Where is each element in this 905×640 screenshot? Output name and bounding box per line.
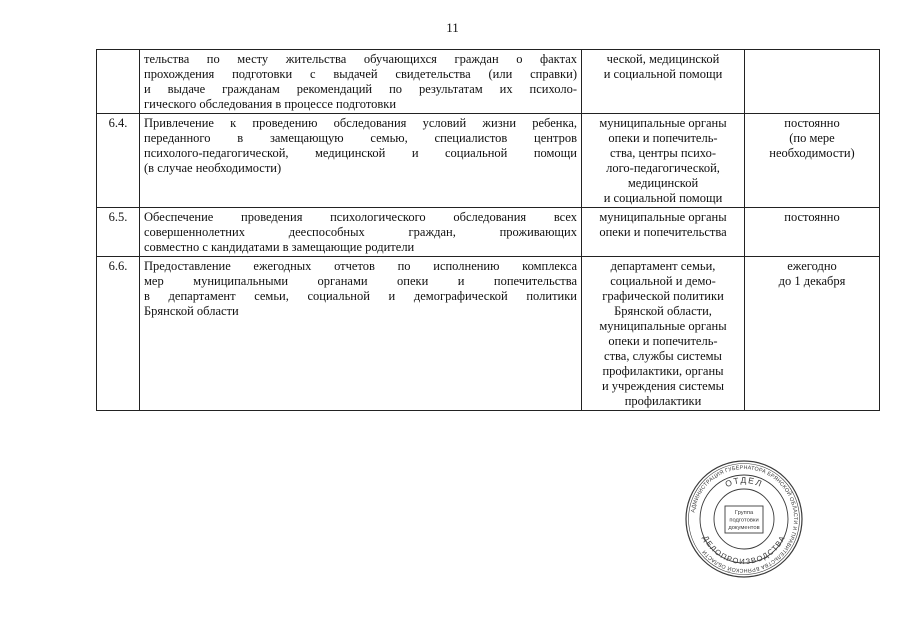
stamp-inner-top-text: ОТДЕЛ [723, 474, 765, 490]
term-text-line: необходимости) [769, 146, 855, 160]
action-text-line: в департамент семьи, социальной и демографической политики [144, 289, 577, 303]
action-cell [140, 50, 582, 114]
action-cell [140, 114, 582, 208]
term-text-line: постоянно [784, 210, 840, 224]
executor-text-line: лого-педагогической, [606, 161, 720, 175]
action-text-line: прохождения подготовки с выдачей свидетельства (или справки) [144, 67, 577, 81]
executor-cell [582, 114, 745, 208]
item-number-cell [97, 50, 140, 114]
term-text-line: постоянно [784, 116, 840, 130]
executor-text-line: социальной и демо- [610, 274, 716, 288]
executor-text-line: муниципальные органы [599, 116, 727, 130]
action-text-line: Предоставление ежегодных отчетов по исполнению комплекса [144, 259, 577, 273]
table-row [97, 50, 880, 114]
executor-cell [582, 50, 745, 114]
stamp-seal-icon [684, 459, 804, 579]
executor-text-line: и социальной помощи [603, 67, 723, 81]
executor-text-line: департамент семьи, [610, 259, 716, 273]
executor-text-line: опеки и попечитель- [608, 334, 718, 348]
executor-text-line: ства, службы системы [604, 349, 722, 363]
term-cell [745, 114, 880, 208]
term-text-line: до 1 декабря [778, 274, 846, 288]
action-text-line: (в случае необходимости) [144, 161, 282, 175]
stamp-outer-ring-text: АДМИНИСТРАЦИЯ ГУБЕРНАТОРА БРЯНСКОЙ ОБЛАСТИ И ПРАВИТЕЛЬСТВА БРЯНСКОЙ ОБЛАСТИ [690, 464, 799, 574]
action-cell [140, 208, 582, 257]
action-text-line: совершеннолетних дееспособных граждан, проживающих [144, 225, 577, 239]
executor-text-line: Брянской области, [614, 304, 712, 318]
executor-text-line: опеки и попечитель- [608, 131, 718, 145]
action-text-line: гического обследования в процессе подготовки [144, 97, 397, 111]
table-row [97, 114, 880, 208]
executor-cell [582, 257, 745, 411]
action-text-line: Брянской области [144, 304, 239, 318]
action-text-line: переданного в замещающую семью, специалистов центров [144, 131, 577, 145]
action-text-line: Обеспечение проведения психологического обследования всех [144, 210, 577, 224]
table-row [97, 257, 880, 411]
executor-text-line: ства, центры психо- [610, 146, 716, 160]
executor-text-line: медицинской [627, 176, 699, 190]
term-text-line: ежегодно [787, 259, 837, 273]
stamp-inner-bottom-text: ДЕЛОПРОИЗВОДСТВА [701, 534, 787, 567]
stamp-box-line: Группа [734, 510, 754, 516]
stamp-box-line: подготовки [729, 517, 759, 524]
term-cell [745, 50, 880, 114]
action-text-line: Привлечение к проведению обследования условий жизни ребенка, [144, 116, 577, 130]
action-plan-table [96, 49, 880, 411]
table-row [97, 208, 880, 257]
item-number-cell: 6.4. [97, 114, 140, 208]
page-number: 11 [446, 20, 459, 35]
action-text-line: тельства по месту жительства обучающихся граждан о фактах [144, 52, 577, 66]
executor-text-line: и учреждения системы [601, 379, 725, 393]
executor-text-line: профилактики [624, 394, 702, 408]
action-text-line: совместно с кандидатами в замещающие родители [144, 240, 415, 254]
executor-text-line: муниципальные органы [599, 319, 727, 333]
item-number-cell: 6.5. [97, 208, 140, 257]
action-text-line: и выдаче гражданам рекомендаций по результатам их психоло- [144, 82, 577, 96]
action-cell [140, 257, 582, 411]
executor-text-line: опеки и попечительства [599, 225, 727, 239]
executor-text-line: и социальной помощи [603, 191, 723, 205]
term-text-line: (по мере [789, 131, 835, 145]
stamp-box-line: документов [728, 525, 760, 531]
executor-cell [582, 208, 745, 257]
executor-text-line: профилактики, органы [602, 364, 724, 378]
action-text-line: психолого-педагогической, медицинской и социальной помощи [144, 146, 577, 160]
item-number-cell: 6.6. [97, 257, 140, 411]
executor-text-line: ческой, медицинской [606, 52, 720, 66]
term-cell [745, 257, 880, 411]
department-stamp [684, 459, 804, 579]
term-cell [745, 208, 880, 257]
executor-text-line: графической политики [602, 289, 724, 303]
executor-text-line: муниципальные органы [599, 210, 727, 224]
action-text-line: мер муниципальными органами опеки и попечительства [144, 274, 577, 288]
